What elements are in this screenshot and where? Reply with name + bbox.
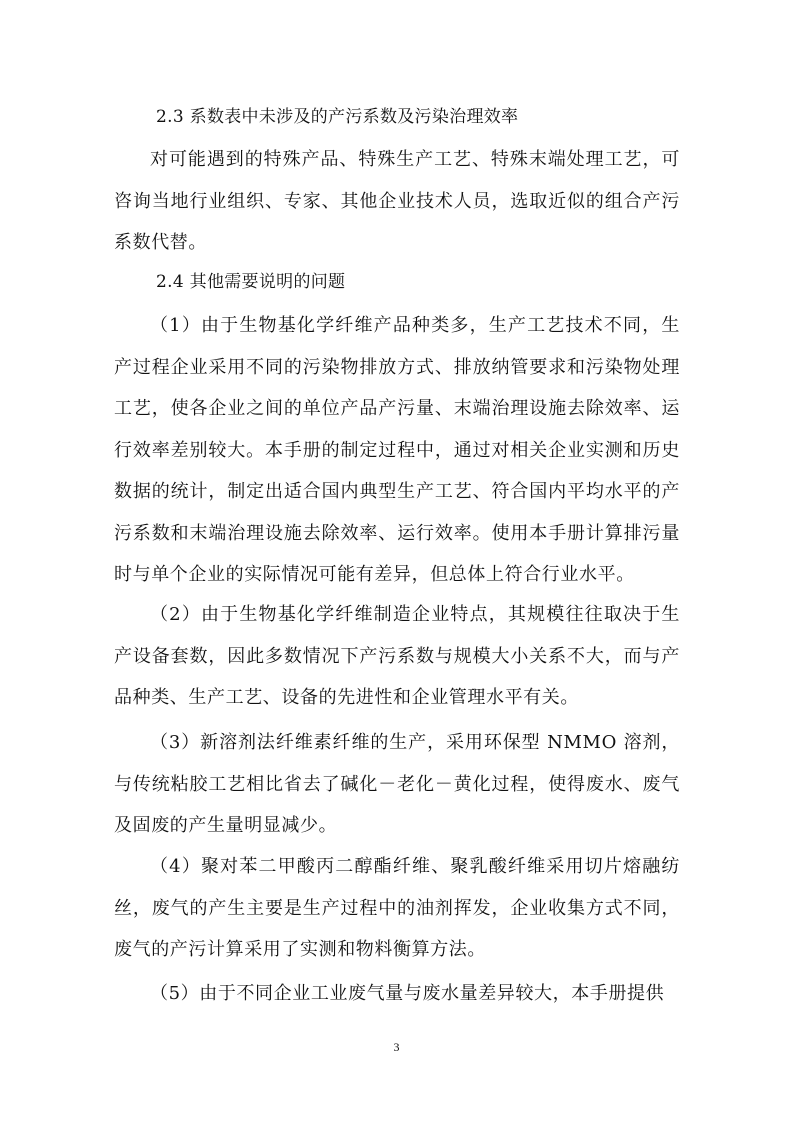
item-4-paragraph: （4）聚对苯二甲酸丙二醇酯纤维、聚乳酸纤维采用切片熔融纺丝，废气的产生主要是生产过程中的油剂挥发，企业收集方式不同，废气的产污计算采用了实测和物料衡算方法。	[114, 856, 680, 960]
section-2-4-heading: 2.4 其他需要说明的问题	[156, 272, 346, 292]
page-number: 3	[393, 1040, 400, 1054]
item-1-paragraph: （1）由于生物基化学纤维产品种类多，生产工艺技术不同，生产过程企业采用不同的污染物排放方式、排放纳管要求和污染物处理工艺，使各企业之间的单位产品产污量、末端治理设施去除效率、运行效率差别较大。本手册的制定过程中，通过对相关企业实测和历史数据的统计，制定出适合国内典型生产工艺、符合国内平均水平的产污系数和末端治理设施去除效率、运行效率。使用本手册计算排污量时与单个企业的实际情况可能有差异，但总体上符合行业水平。	[114, 315, 680, 585]
section-2-3-heading: 2.3 系数表中未涉及的产污系数及污染治理效率	[156, 107, 519, 127]
item-3-paragraph: （3）新溶剂法纤维素纤维的生产，采用环保型 NMMO 溶剂，与传统粘胶工艺相比省去了碱化－老化－黄化过程，使得废水、废气及固废的产生量明显减少。	[114, 732, 680, 836]
section-2-3-paragraph: 对可能遇到的特殊产品、特殊生产工艺、特殊末端处理工艺，可咨询当地行业组织、专家、其他企业技术人员，选取近似的组合产污系数代替。	[114, 149, 680, 253]
item-2-paragraph: （2）由于生物基化学纤维制造企业特点，其规模往往取决于生产设备套数，因此多数情况下产污系数与规模大小关系不大，而与产品种类、生产工艺、设备的先进性和企业管理水平有关。	[114, 604, 680, 708]
item-5-paragraph: （5）由于不同企业工业废气量与废水量差异较大，本手册提供	[150, 983, 665, 1004]
